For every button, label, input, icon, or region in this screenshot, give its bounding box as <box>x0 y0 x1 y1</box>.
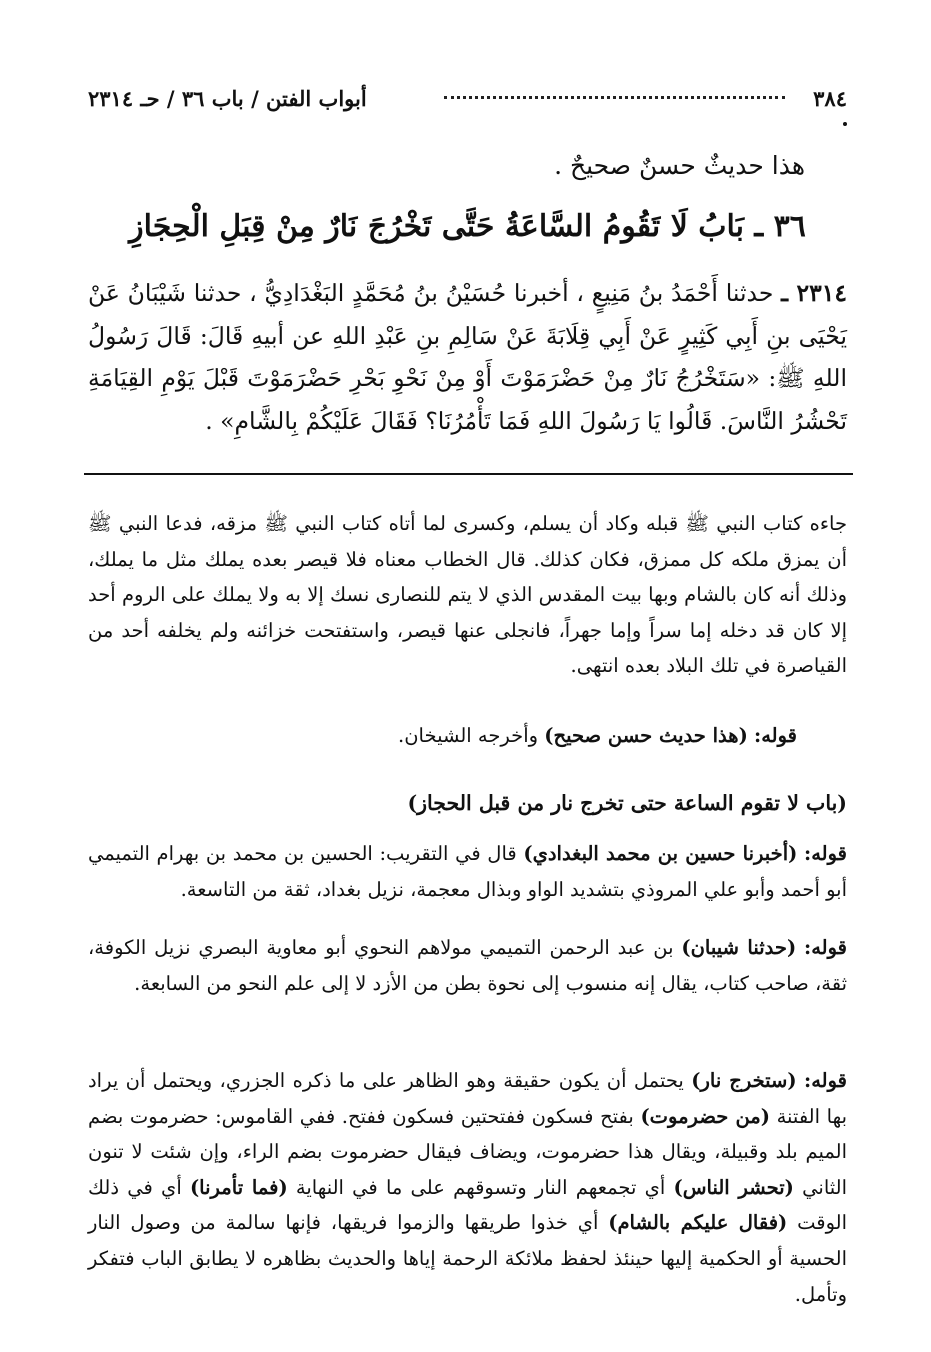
header-mark <box>843 122 847 126</box>
qawluhu-label: قوله: <box>804 1069 848 1092</box>
commentary-paragraph-1: جاءه كتاب النبي ﷺ قبله وكاد أن يسلم، وكسرى لما أتاه كتاب النبي ﷺ مزقه، فدعا النبي ﷺ أن يمزق ملكه كل ممزق، فكان كذلك. قال الخطاب معناه فلا قيصر بعده يملك مثل ما يملك، وذلك أنه كان بالشام وبها بيت المقدس الذي لا يتم للنصارى نسك إلا به ولا يملك على الروم أحد إلا كان قد دخله إما سراً وإما جهراً، فانجلى عنها قيصر، واستفتحت خزائنه ولم يخلفه أحد من القياصرة في تلك البلاد بعده انتهى. <box>88 512 847 678</box>
qawluhu-label: قوله: <box>754 724 797 747</box>
quoted-phrase: (أخبرنا حسين بن محمد البغدادي) <box>523 842 798 865</box>
qawluhu-label: قوله: <box>804 936 848 959</box>
book-page <box>88 0 847 1352</box>
qawluhu-label: قوله: <box>804 842 848 865</box>
quoted-phrase: (ستخرج نار) <box>691 1069 797 1092</box>
quoted-phrase: (من حضرموت) <box>640 1104 770 1128</box>
hadith-body: حدثنا أَحْمَدُ بنُ مَنِيعٍ ، أخبرنا حُسَيْنُ بنُ مُحَمَّدٍ البَغْدَادِيُّ ، حدثنا شَيْبَانُ عَنْ يَحْيَى بنِ أَبِي كَثِيرٍ عَنْ أَبِي قِلَابَةَ عَنْ سَالِمِ بنِ عَبْدِ اللهِ عن أبيهِ قَالَ: قَالَ رَسُولُ اللهِ ﷺ: «سَتَخْرُجُ نَارٌ مِنْ حَضْرَمَوْتَ أَوْ مِنْ نَحْوِ بَحْرِ حَضْرَمَوْتَ قَبْلَ يَوْمِ القِيَامَةِ تَحْشُرُ النَّاسَ. قَالُوا يَا رَسُولَ اللهِ فَمَا تَأْمُرُنَا؟ فَقَالَ عَلَيْكُمْ بِالشَّامِ» . <box>88 279 847 435</box>
chapter-title: ٣٦ ـ بَابُ لَا تَقُومُ السَّاعَةُ حَتَّى تَخْرُجَ نَارٌ مِنْ قِبَلِ الْحِجَازِ <box>129 209 806 244</box>
quoted-phrase: (فقال عليكم بالشام) <box>608 1211 788 1235</box>
commentary-text: يحتمل أن يكون حقيقة وهو الظاهر على ما ذكره الجزري، ويحتمل أن يراد بها الفتنة <box>88 1069 847 1128</box>
commentary-text: أي في ذلك الوقت <box>88 1175 847 1235</box>
quoted-phrase: (حدثنا شيبان) <box>681 936 797 959</box>
commentary-text: أي خذوا طريقها والزموا فريقها، فإنها سالمة من وصول النار الحسية أو الحكمية إليها حينئذ لحفظ ملائكة الرحمة إياها والحديث بظاهره لا يطابق الباب فتفكر وتأمل. <box>88 1211 847 1306</box>
running-header <box>88 82 847 116</box>
quoted-phrase: (فما تأمرنا) <box>189 1175 288 1199</box>
footnote-divider <box>84 473 853 475</box>
commentary-paragraph-5 <box>88 1063 847 1312</box>
page-number: ٣٨٤ <box>813 86 847 111</box>
quoted-phrase: (هذا حديث حسن صحيح) <box>544 724 748 747</box>
commentary-text: وأخرجه الشيخان. <box>398 724 539 747</box>
commentary-text: أي تجمعهم النار وتسوقهم على ما في النهاية <box>295 1175 666 1199</box>
verdict-line: هذا حديثٌ حسنٌ صحيحٌ . <box>554 151 805 180</box>
commentary-paragraph-4 <box>88 930 847 1001</box>
hadith-number: ٢٣١٤ ـ <box>781 279 847 307</box>
running-title: أبواب الفتن / باب ٣٦ / حـ ٢٣١٤ <box>88 86 367 111</box>
quoted-phrase: (تحشر الناس) <box>673 1175 794 1199</box>
commentary-text: قال في التقريب: الحسين بن محمد بن بهرام التميمي أبو أحمد وأبو علي المروذي بتشديد الواو وبذال معجمة، نزيل بغداد، ثقة من التاسعة. <box>88 842 847 901</box>
chapter-heading-commentary: (باب لا تقوم الساعة حتى تخرج نار من قبل الحجاز) <box>407 791 847 815</box>
commentary-paragraph-3 <box>88 836 847 907</box>
commentary-paragraph-2 <box>88 718 797 754</box>
hadith-text <box>88 272 847 442</box>
header-leader-dots <box>444 96 785 99</box>
commentary-text: بفتح فسكون ففتحتين فسكون ففتح. ففي القاموس: حضرموت بضم الميم بلد وقبيلة، ويقال هذا حضرموت، ويضاف فيقال حضرموت بضم الراء، وإن شئت لا تنون الثاني <box>88 1104 848 1199</box>
commentary-text: بن عبد الرحمن التميمي مولاهم النحوي أبو معاوية البصري نزيل الكوفة، ثقة، صاحب كتاب، يقال إنه منسوب إلى نحوة بطن من الأزد لا إلى علم النحو من السابعة. <box>88 936 847 995</box>
